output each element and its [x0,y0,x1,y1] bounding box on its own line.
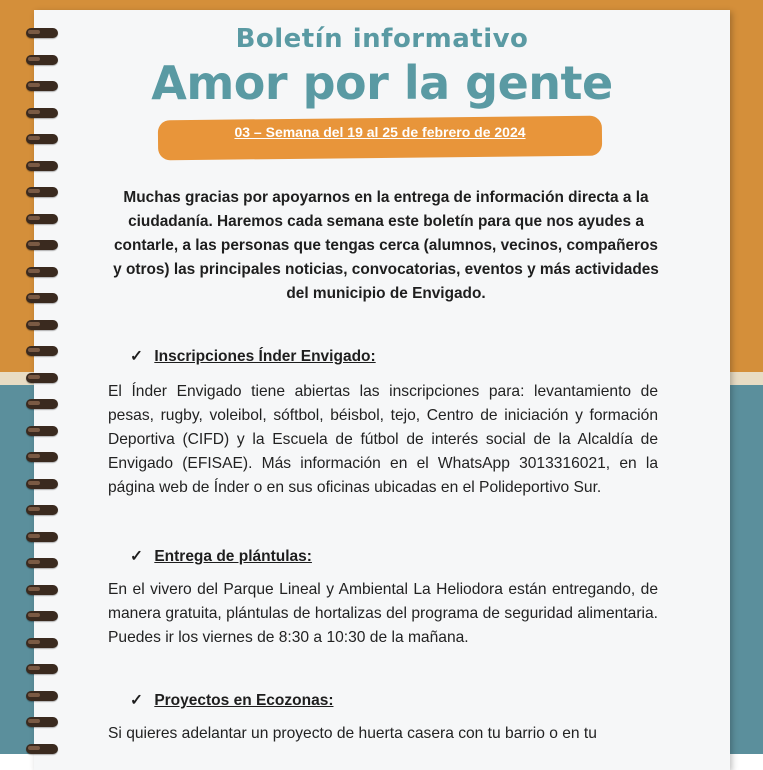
binding-ring [26,346,58,356]
binding-ring [26,744,58,754]
section-body-inder: El Índer Envigado tiene abiertas las inscripciones para: levantamiento de pesas, rugby, voleibol, sóftbol, béisbol, tejo, Centro de iniciación y formación Deportiva (CIFD) y la Escuela de fútbol de interés social de la Alcaldía de Envigado (EFISAE). Más información en el WhatsApp 3013316021, en la página web de Índer o en sus oficinas ubicadas en el Polideportivo Sur. [108,383,658,496]
section-body-plantulas: En el vivero del Parque Lineal y Ambiental La Heliodora están entregando, de manera gratuita, plántulas de hortalizas del programa de seguridad alimentaria. Puedes ir los viernes de 8:30 a 10:30 de la mañana. [108,581,658,646]
binding-ring [26,452,58,462]
binding-ring [26,426,58,436]
binding-ring [26,638,58,648]
section-heading-ecozonas [130,691,333,710]
section-heading-plantulas [130,547,312,566]
binding-ring [26,399,58,409]
binding-ring [26,479,58,489]
bulletin-subtitle: Boletín informativo [235,24,529,54]
binding-ring [26,214,58,224]
binding-ring [26,558,58,568]
binding-ring [26,240,58,250]
section-heading-inder [130,347,376,366]
binding-ring [26,320,58,330]
section-heading-text: Inscripciones Índer Envigado: [154,348,376,365]
binding-ring [26,585,58,595]
bulletin-title: Amor por la gente [151,56,613,110]
binding-ring [26,267,58,277]
section-heading-text: Entrega de plántulas: [154,548,312,565]
binding-ring [26,134,58,144]
binding-ring [26,187,58,197]
section-body-ecozonas: Si quieres adelantar un proyecto de huerta casera con tu barrio o en tu [108,725,597,742]
binding-ring [26,505,58,515]
checkmark-icon: ✓ [130,692,143,709]
checkmark-icon: ✓ [130,548,143,565]
week-label: 03 – Semana del 19 al 25 de febrero de 2024 [234,124,526,140]
section-heading-text: Proyectos en Ecozonas: [154,692,334,709]
binding-ring [26,373,58,383]
intro-paragraph: Muchas gracias por apoyarnos en la entrega de información directa a la ciudadanía. Haremos cada semana este boletín para que nos ayudes a contarle, a las personas que tengas cerca (alumnos, vecinos, compañeros y otros) las principales noticias, convocatorias, eventos y más actividades del municipio de Envigado. [113,189,659,302]
binding-ring [26,161,58,171]
binding-ring [26,717,58,727]
binding-ring [26,691,58,701]
binding-ring [26,532,58,542]
binding-ring [26,611,58,621]
binding-ring [26,293,58,303]
checkmark-icon: ✓ [130,348,143,365]
binding-ring [26,664,58,674]
